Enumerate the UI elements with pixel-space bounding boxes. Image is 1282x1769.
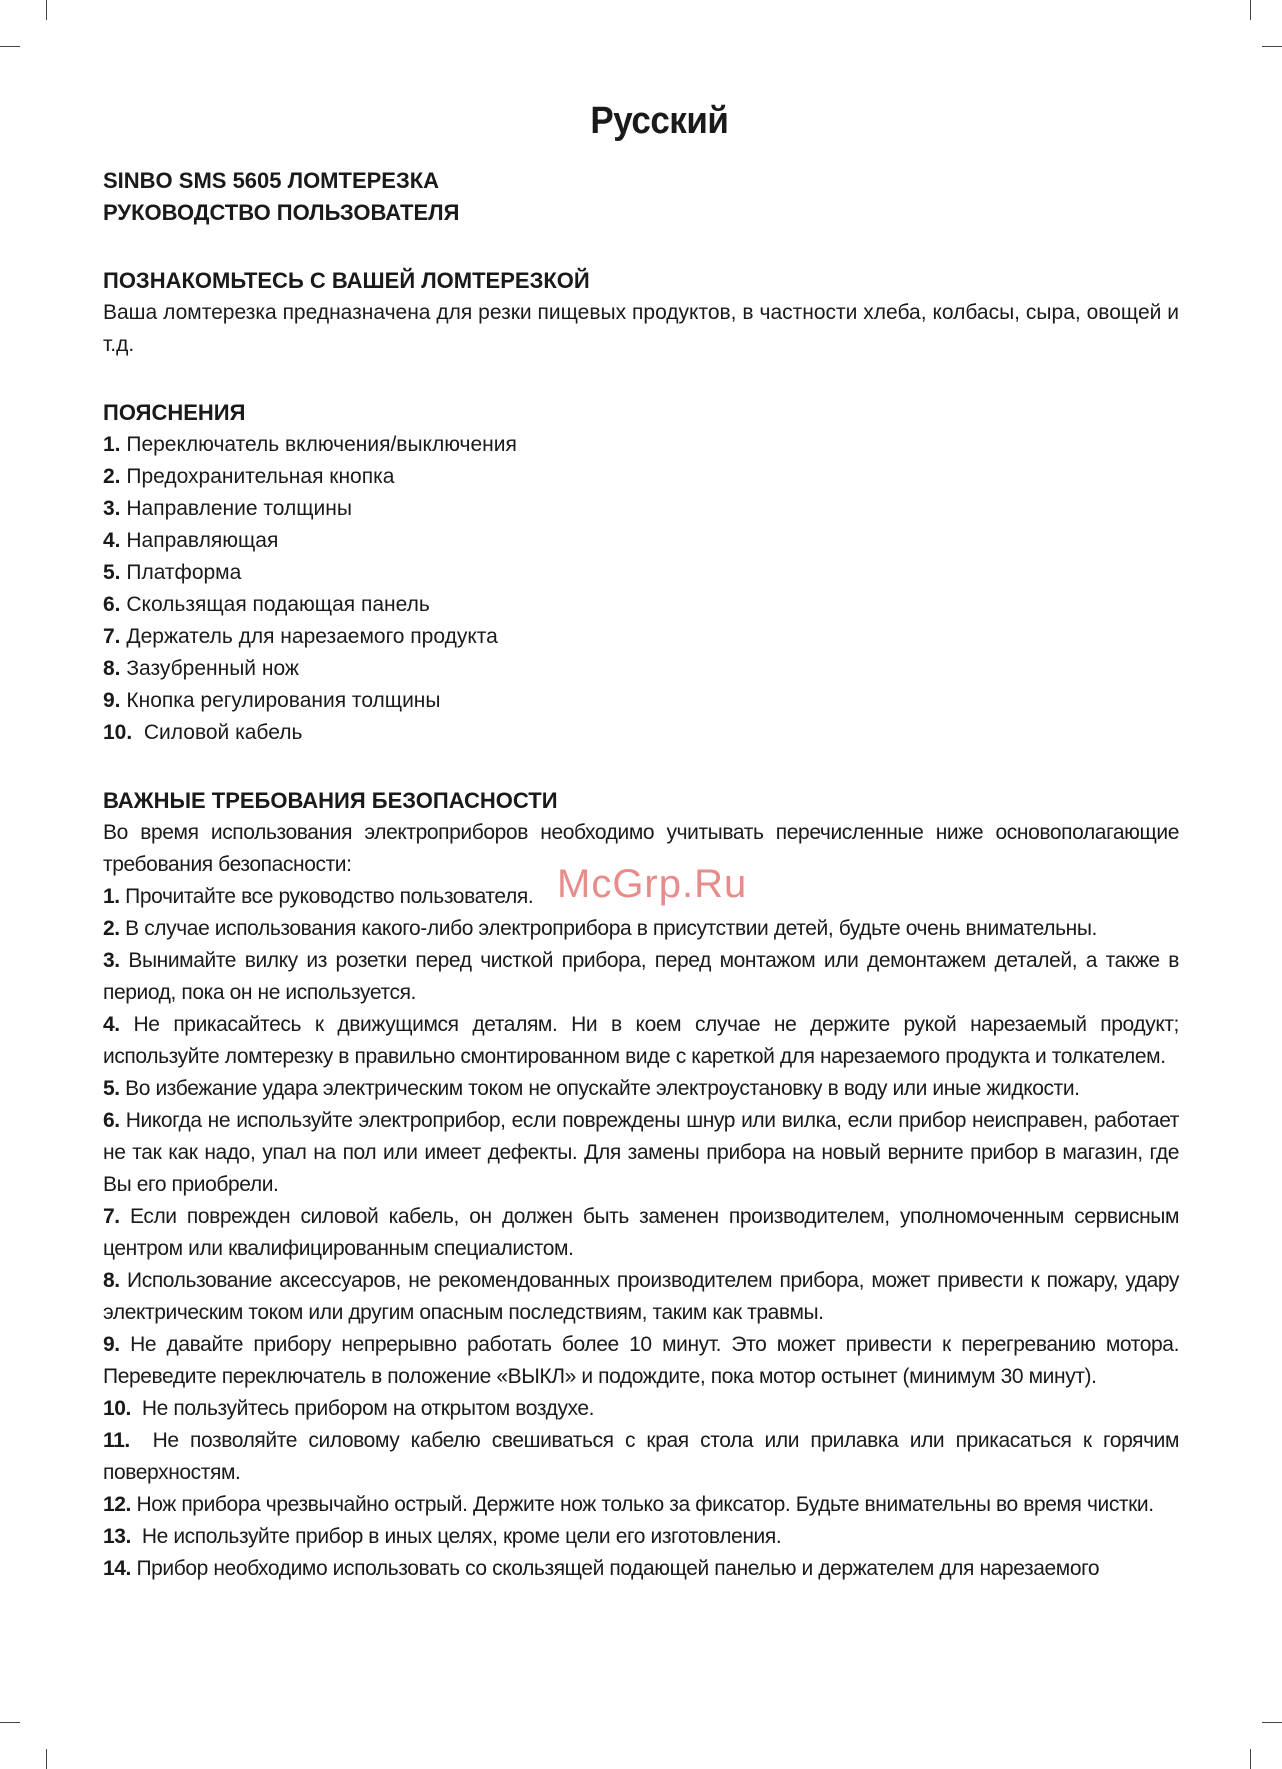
list-item: 3. Вынимайте вилку из розетки перед чисткой прибора, перед монтажом или демонтажем деталей, а также в период, пока он не используется. bbox=[103, 949, 1179, 1004]
list-item: 9. Кнопка регулирования толщины bbox=[103, 689, 441, 712]
list-item: 6. Скользящая подающая панель bbox=[103, 593, 430, 616]
list-item: 4. Не прикасайтесь к движущимся деталям. Ни в коем случае не держите рукой нарезаемый продукт; используйте ломтерезку в правильно смонтированном виде с кареткой для нарезаемого продукта и толкателем. bbox=[103, 1013, 1179, 1068]
safety-list bbox=[103, 881, 1179, 1585]
legend-section bbox=[103, 397, 1179, 749]
safety-heading: ВАЖНЫЕ ТРЕБОВАНИЯ БЕЗОПАСНОСТИ bbox=[103, 788, 558, 813]
list-item: 3. Направление толщины bbox=[103, 497, 352, 520]
list-item: 7. Держатель для нарезаемого продукта bbox=[103, 625, 498, 648]
list-item: 1. Прочитайте все руководство пользователя. bbox=[103, 885, 534, 908]
crop-mark-bottom-right-h bbox=[1262, 1722, 1282, 1723]
crop-mark-bottom-left-v bbox=[46, 1749, 47, 1769]
crop-mark-top-right-h bbox=[1262, 46, 1282, 47]
crop-mark-bottom-right-v bbox=[1250, 1749, 1251, 1769]
product-name: SINBO SMS 5605 ЛОМТЕРЕЗКА bbox=[103, 168, 440, 193]
legend-list bbox=[103, 429, 1179, 749]
list-item: 5. Во избежание удара электрическим током не опускайте электроустановку в воду или иные жидкости. bbox=[103, 1077, 1080, 1100]
crop-mark-top-left-v bbox=[46, 0, 47, 20]
page-title: Русский bbox=[590, 100, 729, 142]
list-item: 10. Силовой кабель bbox=[103, 721, 303, 744]
list-item: 2. Предохранительная кнопка bbox=[103, 465, 395, 488]
list-item: 6. Никогда не используйте электроприбор, если повреждены шнур или вилка, если прибор неисправен, работает не так как надо, упал на пол или имеет дефекты. Для замены прибора на новый верните прибор в магазин, где Вы его приобрели. bbox=[103, 1109, 1180, 1196]
intro-text: Ваша ломтерезка предназначена для резки пищевых продуктов, в частности хлеба, колбасы, сыра, овощей и т.д. bbox=[103, 301, 1179, 356]
list-item: 8. Использование аксессуаров, не рекомендованных производителем прибора, может привести к пожару, удару электрическим током или другим опасным последствиям, таким как травмы. bbox=[103, 1269, 1179, 1324]
intro-heading: ПОЗНАКОМЬТЕСЬ С ВАШЕЙ ЛОМТЕРЕЗКОЙ bbox=[103, 268, 590, 293]
crop-mark-bottom-left-h bbox=[0, 1722, 20, 1723]
intro-section bbox=[103, 265, 1179, 361]
list-item: 2. В случае использования какого-либо электроприбора в присутствии детей, будьте очень внимательны. bbox=[103, 917, 1097, 940]
legend-heading: ПОЯСНЕНИЯ bbox=[103, 400, 246, 425]
safety-intro: Во время использования электроприборов необходимо учитывать перечисленные ниже основополагающие требования безопасности: bbox=[103, 821, 1179, 876]
list-item: 7. Если поврежден силовой кабель, он должен быть заменен производителем, уполномоченным сервисным центром или квалифицированным специалистом. bbox=[103, 1205, 1179, 1260]
list-item: 5. Платформа bbox=[103, 561, 242, 584]
list-item: 8. Зазубренный нож bbox=[103, 657, 299, 680]
list-item: 11. Не позволяйте силовому кабелю свешиваться с края стола или прилавка или прикасаться к горячим поверхностям. bbox=[103, 1429, 1179, 1484]
list-item: 4. Направляющая bbox=[103, 529, 279, 552]
list-item: 10. Не пользуйтесь прибором на открытом воздухе. bbox=[103, 1397, 595, 1420]
document-page bbox=[103, 100, 1179, 1585]
list-item: 1. Переключатель включения/выключения bbox=[103, 433, 517, 456]
crop-mark-top-right-v bbox=[1250, 0, 1251, 20]
crop-mark-top-left-h bbox=[0, 46, 20, 47]
list-item: 14. Прибор необходимо использовать со скользящей подающей панелью и держателем для нарезаемого bbox=[103, 1557, 1100, 1580]
list-item: 13. Не используйте прибор в иных целях, кроме цели его изготовления. bbox=[103, 1525, 782, 1548]
list-item: 12. Нож прибора чрезвычайно острый. Держите нож только за фиксатор. Будьте внимательны во время чистки. bbox=[103, 1493, 1154, 1516]
watermark-text: McGrp.Ru bbox=[557, 862, 748, 906]
manual-subtitle: РУКОВОДСТВО ПОЛЬЗОВАТЕЛЯ bbox=[103, 200, 460, 225]
list-item: 9. Не давайте прибору непрерывно работать более 10 минут. Это может привести к перегреванию мотора. Переведите переключатель в положение «ВЫКЛ» и подождите, пока мотор остынет (минимум 30 минут). bbox=[103, 1333, 1179, 1388]
